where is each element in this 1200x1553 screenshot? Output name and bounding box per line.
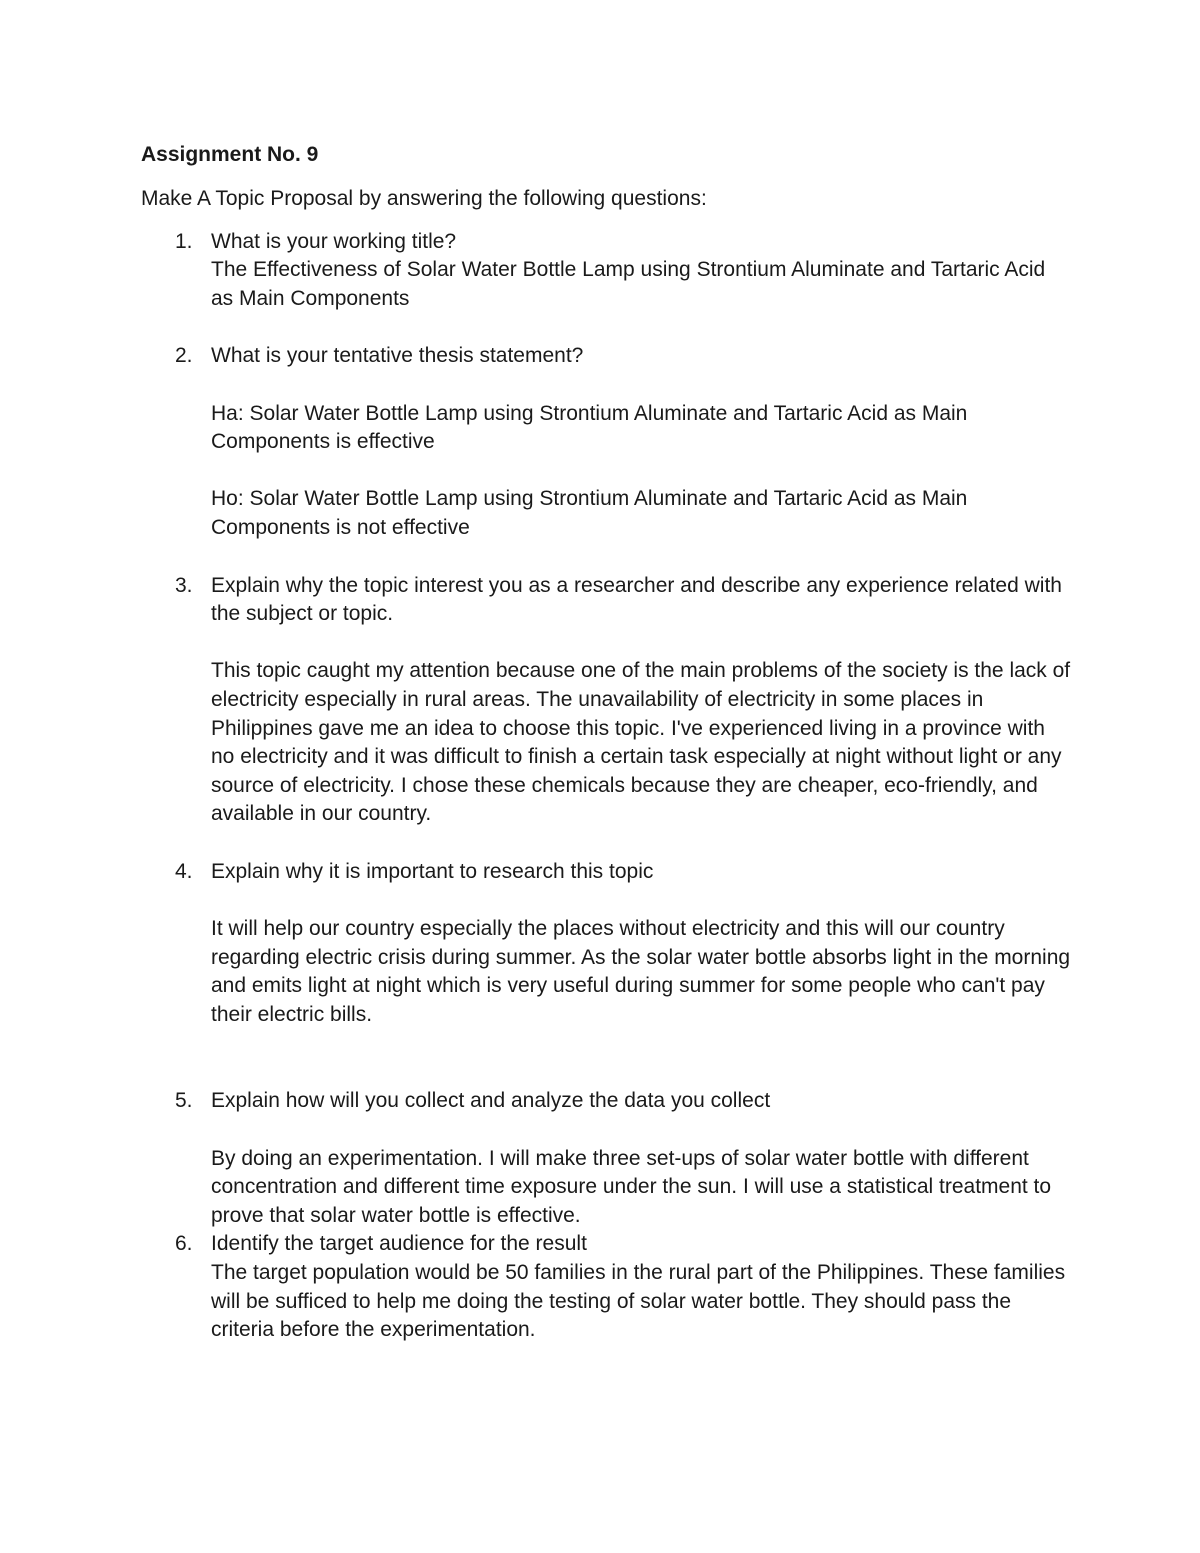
question-item-5	[141, 1087, 1071, 1230]
question-item-3	[141, 572, 1071, 829]
question-text: What is your tentative thesis statement?	[211, 344, 584, 368]
answer-text: The Effectiveness of Solar Water Bottle Lamp using Strontium Aluminate and Tartaric Acid as Main Components	[211, 258, 1046, 310]
question-number: 4.	[175, 859, 193, 883]
question-text: What is your working title?	[211, 229, 457, 253]
question-text: Explain why it is important to research this topic	[211, 859, 654, 883]
answer-text: By doing an experimentation. I will make three set-ups of solar water bottle with different concentration and different time exposure under the sun. I will use a statistical treatment to prove that solar water bottle is effective.	[211, 1146, 1052, 1227]
answer-text: The target population would be 50 families in the rural part of the Philippines. These families will be sufficed to help me doing the testing of solar water bottle. They should pass the criteria before the experimentation.	[211, 1261, 1066, 1342]
assignment-title: Assignment No. 9	[141, 143, 319, 166]
question-number: 1.	[175, 229, 193, 253]
question-number: 6.	[175, 1232, 193, 1256]
answer-text-ha: Ha: Solar Water Bottle Lamp using Strontium Aluminate and Tartaric Acid as Main Components is effective	[211, 401, 968, 454]
question-text: Identify the target audience for the result	[211, 1232, 587, 1256]
answer-text-ho: Ho: Solar Water Bottle Lamp using Strontium Aluminate and Tartaric Acid as Main Components is not effective	[211, 487, 968, 539]
answer-text: It will help our country especially the places without electricity and this will our country regarding electric crisis during summer. As the solar water bottle absorbs light in the morning and emits light at night which is very useful during summer for some people who can't pay their electric bills.	[211, 917, 1071, 1026]
document-body	[141, 141, 1071, 1345]
assignment-intro: Make A Topic Proposal by answering the following questions:	[141, 187, 707, 210]
question-number: 5.	[175, 1089, 193, 1113]
question-item-6	[141, 1230, 1071, 1344]
question-number: 2.	[175, 344, 193, 368]
question-item-4	[141, 858, 1071, 1030]
answer-text: This topic caught my attention because one of the main problems of the society is the lack of electricity especially in rural areas. The unavailability of electricity in some places in Philippines gave me an idea to choose this topic. I've experienced living in a province with no electricity and it was difficult to finish a certain task especially at night without light or any source of electricity. I chose these chemicals because they are cheaper, eco-friendly, and available in our country.	[211, 659, 1071, 826]
question-text: Explain why the topic interest you as a researcher and describe any experience related with the subject or topic.	[211, 573, 1062, 626]
question-text: Explain how will you collect and analyze the data you collect	[211, 1089, 771, 1113]
question-number: 3.	[175, 573, 193, 597]
question-list	[141, 228, 1071, 1345]
question-item-1	[141, 228, 1071, 314]
question-item-2	[141, 342, 1071, 542]
